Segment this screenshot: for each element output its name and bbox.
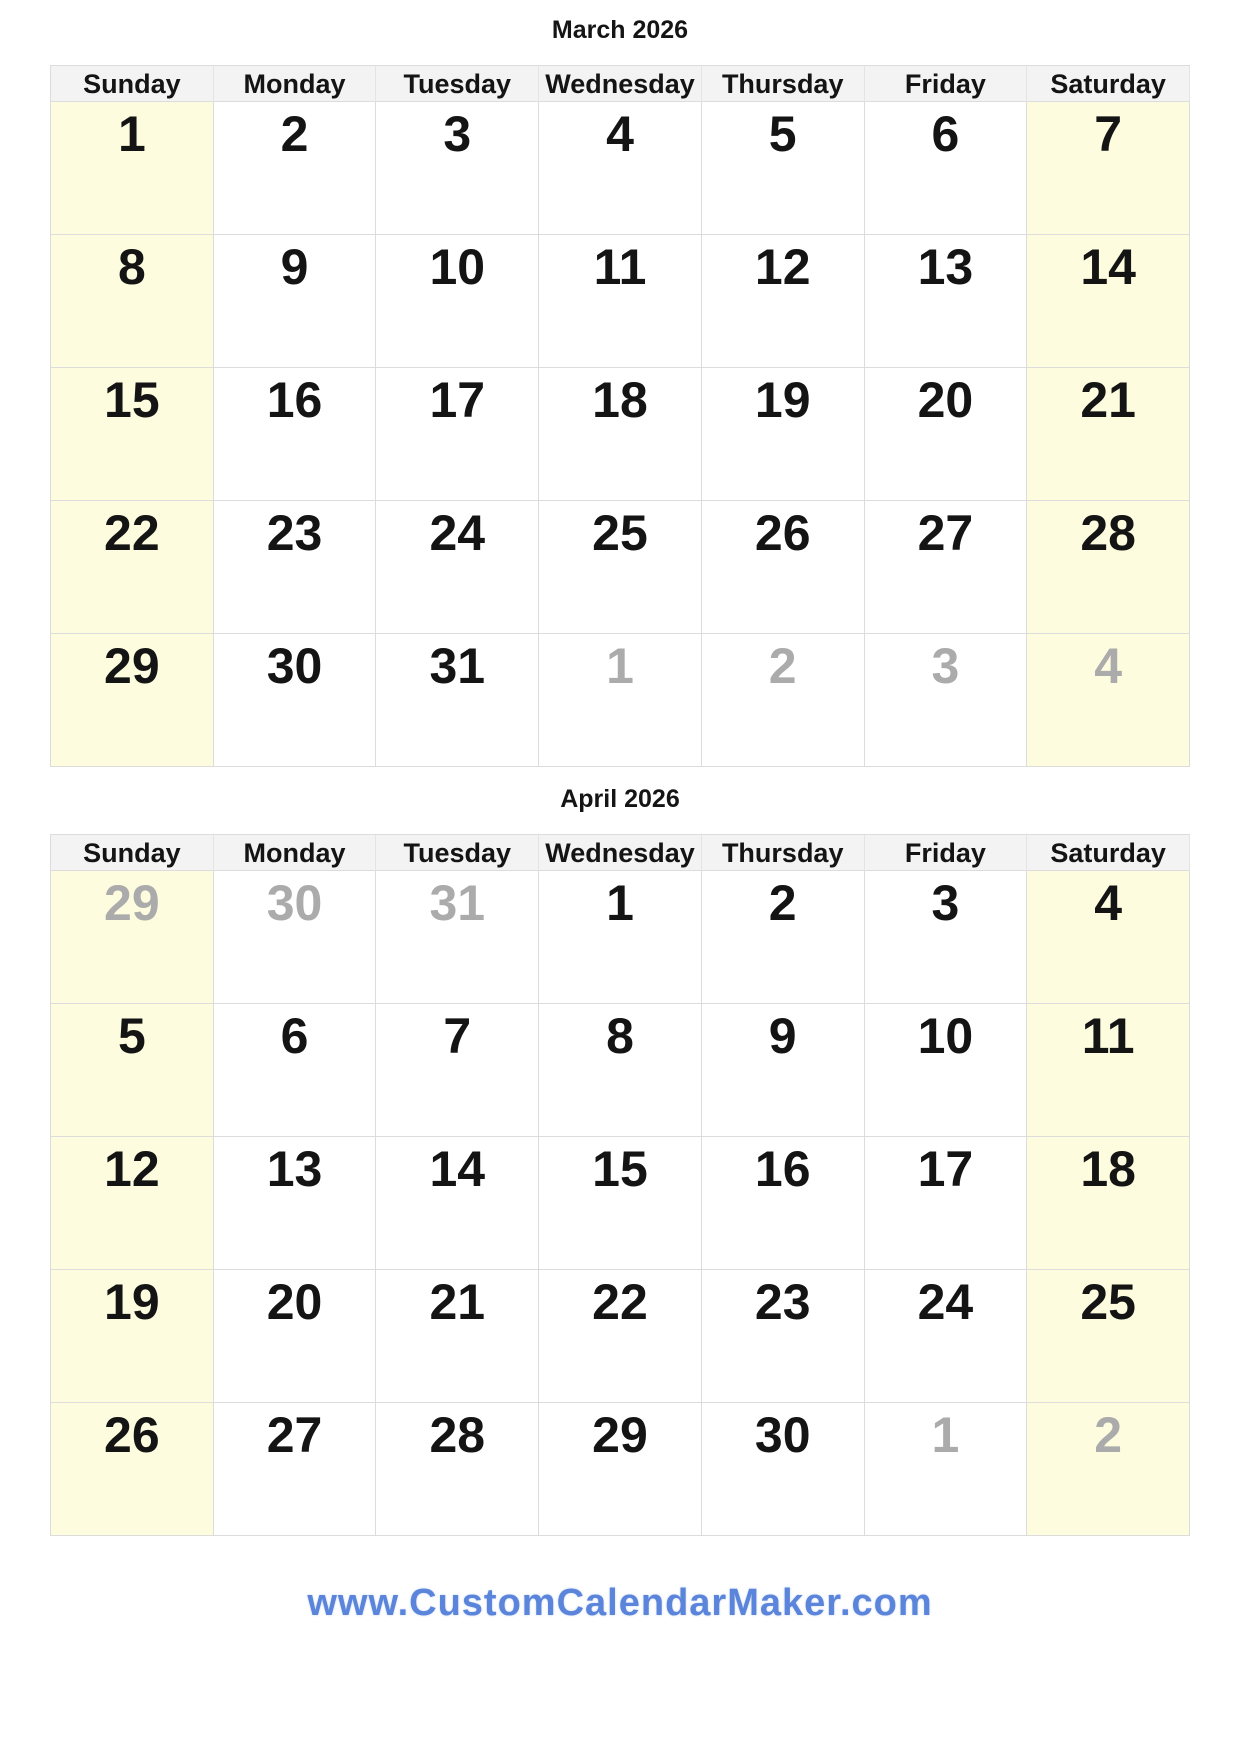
date-number: 27 <box>917 505 974 561</box>
day-header-cell: Thursday <box>702 66 865 102</box>
month-section-april <box>50 785 1190 1536</box>
day-header-cell: Sunday <box>51 66 214 102</box>
date-number: 1 <box>931 1407 960 1463</box>
date-cell <box>1027 501 1190 634</box>
date-cell <box>539 368 702 501</box>
date-number: 11 <box>1081 1008 1135 1064</box>
day-header-cell: Tuesday <box>376 835 539 871</box>
date-cell <box>865 102 1028 235</box>
date-number: 4 <box>1094 638 1123 694</box>
month-section-march <box>50 16 1190 767</box>
date-cell <box>702 368 865 501</box>
date-cell <box>1027 368 1190 501</box>
date-number: 20 <box>917 372 974 428</box>
date-number: 7 <box>1094 106 1123 162</box>
date-number: 14 <box>429 1141 486 1197</box>
date-number: 6 <box>280 1008 309 1064</box>
date-number: 28 <box>429 1407 486 1463</box>
date-number: 24 <box>917 1274 974 1330</box>
date-cell <box>865 1270 1028 1403</box>
date-number: 19 <box>104 1274 160 1330</box>
date-number: 12 <box>104 1141 160 1197</box>
day-header-cell: Saturday <box>1027 835 1190 871</box>
date-number: 2 <box>768 638 797 694</box>
calendar-grid <box>50 834 1190 1536</box>
date-cell <box>539 1137 702 1270</box>
day-header-cell: Wednesday <box>539 66 702 102</box>
month-title: April 2026 <box>560 785 680 813</box>
date-number: 10 <box>917 1008 974 1064</box>
date-number: 26 <box>754 505 811 561</box>
date-cell <box>214 871 377 1004</box>
date-cell <box>376 368 539 501</box>
date-number: 2 <box>280 106 309 162</box>
date-cell <box>214 235 377 368</box>
date-number: 18 <box>592 372 648 428</box>
date-number: 15 <box>592 1141 648 1197</box>
date-cell <box>1027 1403 1190 1536</box>
date-number: 25 <box>592 505 648 561</box>
date-cell <box>539 1270 702 1403</box>
date-cell <box>376 501 539 634</box>
date-cell <box>376 235 539 368</box>
date-cell <box>376 634 539 767</box>
date-cell <box>702 871 865 1004</box>
date-number: 2 <box>768 875 797 931</box>
date-number: 15 <box>104 372 160 428</box>
date-cell <box>702 1270 865 1403</box>
date-cell <box>51 501 214 634</box>
date-number: 7 <box>443 1008 472 1064</box>
date-cell <box>702 634 865 767</box>
date-number: 2 <box>1094 1407 1123 1463</box>
date-cell <box>51 1270 214 1403</box>
date-number: 3 <box>443 106 472 162</box>
date-cell <box>702 1137 865 1270</box>
date-number: 21 <box>429 1274 486 1330</box>
calendar-page <box>0 16 1240 1625</box>
date-number: 8 <box>606 1008 634 1064</box>
date-number: 4 <box>1094 875 1123 931</box>
date-number: 14 <box>1080 239 1136 295</box>
date-cell <box>865 368 1028 501</box>
date-number: 3 <box>931 875 960 931</box>
date-cell <box>702 1004 865 1137</box>
date-cell <box>51 1403 214 1536</box>
date-number: 30 <box>266 875 323 931</box>
date-number: 3 <box>931 638 960 694</box>
date-number: 13 <box>917 239 974 295</box>
date-number: 13 <box>266 1141 323 1197</box>
date-number: 24 <box>429 505 486 561</box>
date-cell <box>865 1004 1028 1137</box>
date-cell <box>51 102 214 235</box>
day-header-cell: Sunday <box>51 835 214 871</box>
date-number: 29 <box>592 1407 648 1463</box>
watermark-text: www.CustomCalendarMaker.com <box>307 1582 933 1624</box>
date-number: 23 <box>266 505 323 561</box>
day-header-cell: Saturday <box>1027 66 1190 102</box>
date-cell <box>376 1403 539 1536</box>
date-cell <box>865 1137 1028 1270</box>
date-number: 9 <box>768 1008 797 1064</box>
day-header-cell: Friday <box>865 66 1028 102</box>
date-number: 21 <box>1080 372 1136 428</box>
date-cell <box>51 634 214 767</box>
date-cell <box>51 871 214 1004</box>
date-number: 22 <box>104 505 160 561</box>
day-header-cell: Tuesday <box>376 66 539 102</box>
date-number: 29 <box>104 875 160 931</box>
date-cell <box>539 1004 702 1137</box>
date-cell <box>214 1403 377 1536</box>
date-cell <box>1027 235 1190 368</box>
date-cell <box>214 1270 377 1403</box>
date-cell <box>51 1004 214 1137</box>
date-number: 19 <box>754 372 811 428</box>
day-header-cell: Monday <box>214 66 377 102</box>
date-cell <box>702 102 865 235</box>
date-cell <box>376 1270 539 1403</box>
date-cell <box>865 1403 1028 1536</box>
date-cell <box>539 235 702 368</box>
date-number: 10 <box>429 239 486 295</box>
date-cell <box>865 871 1028 1004</box>
date-cell <box>539 634 702 767</box>
date-number: 23 <box>754 1274 811 1330</box>
date-number: 18 <box>1080 1141 1136 1197</box>
date-cell <box>539 871 702 1004</box>
date-cell <box>214 634 377 767</box>
date-cell <box>214 1004 377 1137</box>
date-number: 20 <box>266 1274 323 1330</box>
date-number: 4 <box>606 106 634 162</box>
date-cell <box>865 501 1028 634</box>
date-number: 28 <box>1080 505 1136 561</box>
date-cell <box>539 102 702 235</box>
date-cell <box>376 1137 539 1270</box>
date-cell <box>702 1403 865 1536</box>
date-cell <box>702 235 865 368</box>
date-number: 31 <box>429 638 486 694</box>
day-header-cell: Monday <box>214 835 377 871</box>
date-number: 1 <box>117 106 146 162</box>
date-number: 25 <box>1080 1274 1136 1330</box>
date-cell <box>376 871 539 1004</box>
date-number: 1 <box>606 875 634 931</box>
date-cell <box>1027 102 1190 235</box>
date-cell <box>214 368 377 501</box>
date-number: 30 <box>754 1407 811 1463</box>
date-number: 16 <box>266 372 323 428</box>
date-cell <box>214 1137 377 1270</box>
date-number: 22 <box>592 1274 648 1330</box>
date-number: 9 <box>280 239 309 295</box>
date-number: 30 <box>266 638 323 694</box>
date-number: 31 <box>429 875 486 931</box>
date-number: 6 <box>931 106 960 162</box>
date-number: 8 <box>117 239 146 295</box>
day-header-cell: Friday <box>865 835 1028 871</box>
date-number: 27 <box>266 1407 323 1463</box>
date-cell <box>51 235 214 368</box>
date-cell <box>1027 1137 1190 1270</box>
date-cell <box>376 102 539 235</box>
date-number: 17 <box>917 1141 974 1197</box>
date-cell <box>1027 634 1190 767</box>
date-number: 1 <box>606 638 634 694</box>
date-cell <box>51 368 214 501</box>
date-cell <box>865 235 1028 368</box>
date-cell <box>865 634 1028 767</box>
date-number: 17 <box>429 372 486 428</box>
month-title: March 2026 <box>551 16 689 44</box>
date-cell <box>702 501 865 634</box>
date-cell <box>539 501 702 634</box>
date-cell <box>214 102 377 235</box>
day-header-cell: Thursday <box>702 835 865 871</box>
day-header-cell: Wednesday <box>539 835 702 871</box>
date-cell <box>376 1004 539 1137</box>
date-cell <box>51 1137 214 1270</box>
date-number: 5 <box>768 106 797 162</box>
date-cell <box>214 501 377 634</box>
date-number: 26 <box>104 1407 160 1463</box>
date-number: 16 <box>754 1141 811 1197</box>
calendar-grid <box>50 65 1190 767</box>
date-number: 29 <box>104 638 160 694</box>
date-cell <box>1027 871 1190 1004</box>
date-cell <box>539 1403 702 1536</box>
date-number: 11 <box>593 239 647 295</box>
date-number: 5 <box>117 1008 146 1064</box>
date-cell <box>1027 1270 1190 1403</box>
date-cell <box>1027 1004 1190 1137</box>
date-number: 12 <box>754 239 811 295</box>
